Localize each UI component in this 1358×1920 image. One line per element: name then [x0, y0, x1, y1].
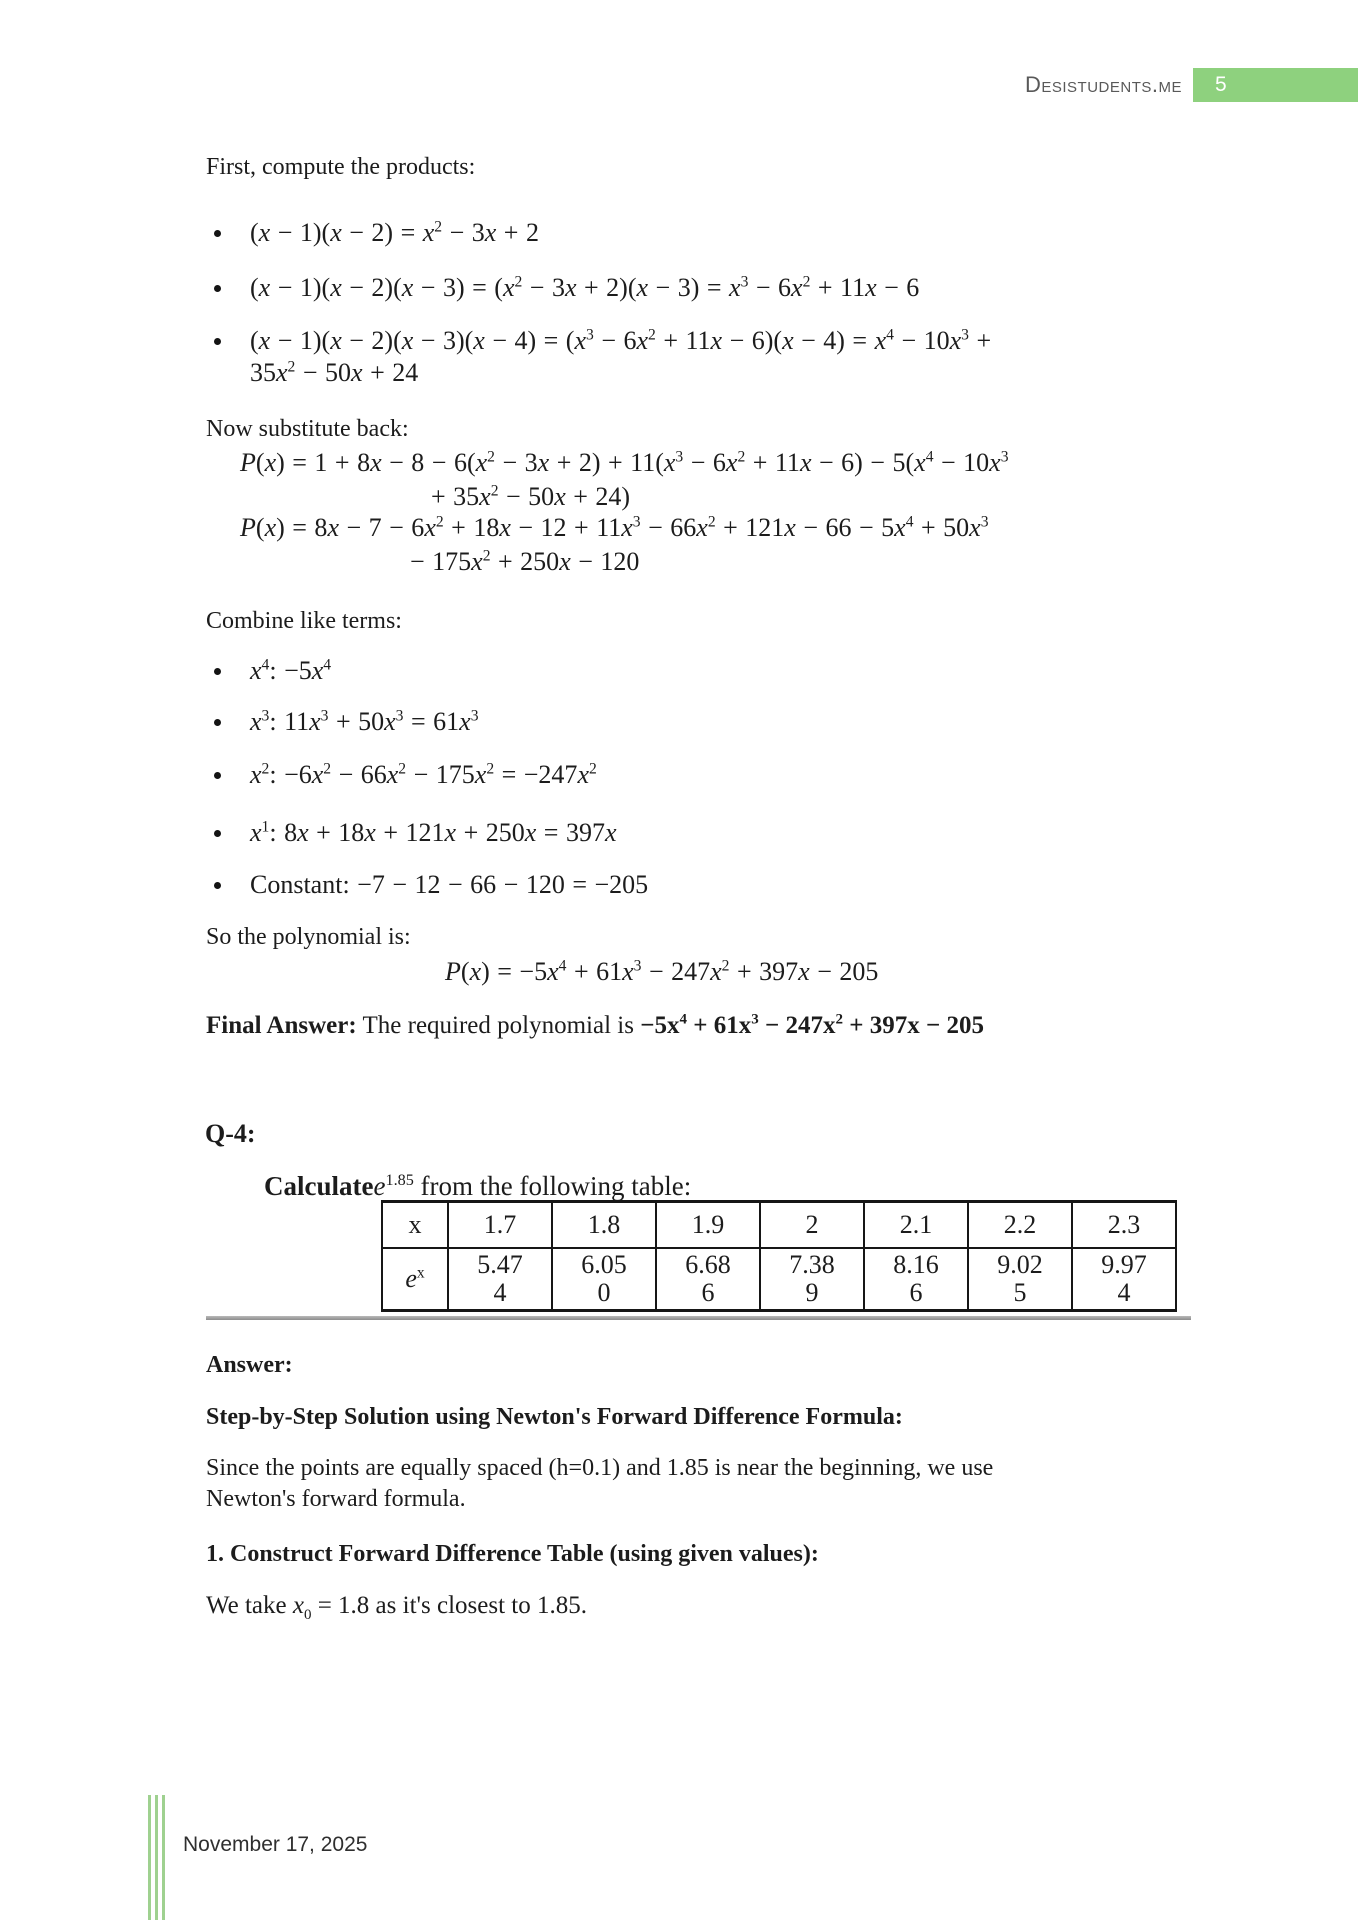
list-item: [206, 217, 539, 249]
equation-line: $P(x) = 8x - 7 - 6x^2 + 18x - 12 + 11x^3 - 66x^2 + 121x - 66 - 5x^4 + 50x^3$: [240, 513, 989, 542]
paragraph-line: Newton's forward formula.: [206, 1486, 466, 1512]
bullet-dot-icon: [214, 719, 221, 726]
table-cell: 2.2: [968, 1202, 1072, 1249]
final-answer: Final Answer: The required polynomial is $-5x^4 + 61x^3 - 247x^2 + 397x - 205$: [206, 1011, 984, 1039]
green-bar-icon: [148, 1795, 151, 1920]
combine-line: Constant: −7 − 12 − 66 − 120 = −205: [250, 870, 649, 899]
combine-line: $x^1$: 8x + 18x + 121x + 250x = 397x: [250, 818, 617, 847]
footer-date: November 17, 2025: [183, 1833, 368, 1856]
method-heading: Step-by-Step Solution using Newton's Forward Difference Formula:: [206, 1404, 903, 1430]
green-bar-icon: [155, 1795, 158, 1920]
equation-line: $P(x) = 1 + 8x - 8 - 6(x^2 - 3x + 2) + 11(x^3 - 6x^2 + 11x - 6) - 5(x^4 - 10x^3$: [240, 448, 1009, 477]
poly-label: So the polynomial is:: [206, 924, 411, 950]
values-table: [381, 1200, 1177, 1312]
bullet-dot-icon: [214, 830, 221, 837]
list-item: [206, 869, 648, 901]
bullet-dot-icon: [214, 285, 221, 292]
list-item: [206, 706, 478, 738]
combine-line: $x^3$: $11x^3 + 50x^3 = 61x^3$: [250, 707, 479, 736]
product-line: $(x - 1)(x - 2)(x - 3) = (x^2 - 3x + 2)(x - 3) = x^3 - 6x^2 + 11x - 6$: [250, 273, 920, 302]
paragraph-line: Since the points are equally spaced (h=0.1) and 1.85 is near the beginning, we use: [206, 1455, 994, 1481]
equation-line: − $175x^2 + 250x - 120$: [410, 547, 640, 576]
question-heading: Q-4:: [205, 1119, 256, 1148]
poly-equation: $P(x) = -5x^4 + 61x^3 - 247x^2 + 397x - 205$: [445, 957, 879, 986]
table-row: [382, 1248, 1176, 1311]
list-item: [206, 325, 991, 389]
substitute-label: Now substitute back:: [206, 416, 409, 442]
table-cell: 6.68 6: [656, 1248, 760, 1311]
table-cell: 2.1: [864, 1202, 968, 1249]
table-cell: 5.47 4: [448, 1248, 552, 1311]
bullet-dot-icon: [214, 668, 221, 675]
combine-label: Combine like terms:: [206, 608, 402, 634]
table-cell: 9.02 5: [968, 1248, 1072, 1311]
bullet-dot-icon: [214, 882, 221, 889]
step1-heading: 1. Construct Forward Difference Table (using given values):: [206, 1541, 819, 1567]
step1-text: We take $x_0 = 1.8$ as it's closest to 1.85.: [206, 1592, 587, 1623]
list-item: [206, 817, 617, 849]
bullet-dot-icon: [214, 230, 221, 237]
table-cell: 2: [760, 1202, 864, 1249]
separator-rule: [206, 1316, 1191, 1320]
table-cell: 8.16 6: [864, 1248, 968, 1311]
question-text: Calculatee$^{1.85}$ from the following table:: [264, 1171, 692, 1201]
method-paragraph: [206, 1453, 993, 1515]
table-cell: 7.38 9: [760, 1248, 864, 1311]
answer-label: Answer:: [206, 1352, 293, 1378]
bullet-dot-icon: [214, 772, 221, 779]
product-line: $(x - 1)(x - 2) = x^2 - 3x + 2$: [250, 218, 539, 247]
table-cell: 2.3: [1072, 1202, 1176, 1249]
list-item: [206, 759, 597, 791]
intro-text: First, compute the products:: [206, 154, 476, 180]
list-item: [206, 272, 919, 304]
bullet-dot-icon: [214, 338, 221, 345]
table-cell: 1.8: [552, 1202, 656, 1249]
product-line-wrap: $35x^2 - 50x + 24$: [250, 358, 419, 387]
table-cell: 1.7: [448, 1202, 552, 1249]
page-number: 5: [1215, 73, 1227, 96]
table-row: [382, 1202, 1176, 1249]
combine-line: $x^2$: $-6x^2 - 66x^2 - 175x^2 = -247x^2$: [250, 760, 597, 789]
combine-line: $x^4$: $-5x^4$: [250, 656, 332, 685]
table-cell: x: [382, 1202, 448, 1249]
table-cell: 6.05 0: [552, 1248, 656, 1311]
table-cell: $e^x$: [382, 1248, 448, 1311]
header-brand: Desistudents.me: [1024, 72, 1182, 97]
list-item: [206, 655, 331, 687]
footer-accent-bars: [148, 1795, 169, 1920]
product-line: $(x - 1)(x - 2)(x - 3)(x - 4) = (x^3 - 6x^2 + 11x - 6)(x - 4) = x^4 - 10x^3$ +: [250, 326, 992, 355]
green-bar-icon: [162, 1795, 165, 1920]
table-cell: 9.97 4: [1072, 1248, 1176, 1311]
equation-line: + $35x^2 - 50x + 24$): [431, 482, 631, 511]
table-cell: 1.9: [656, 1202, 760, 1249]
page-number-badge: [1193, 68, 1358, 102]
